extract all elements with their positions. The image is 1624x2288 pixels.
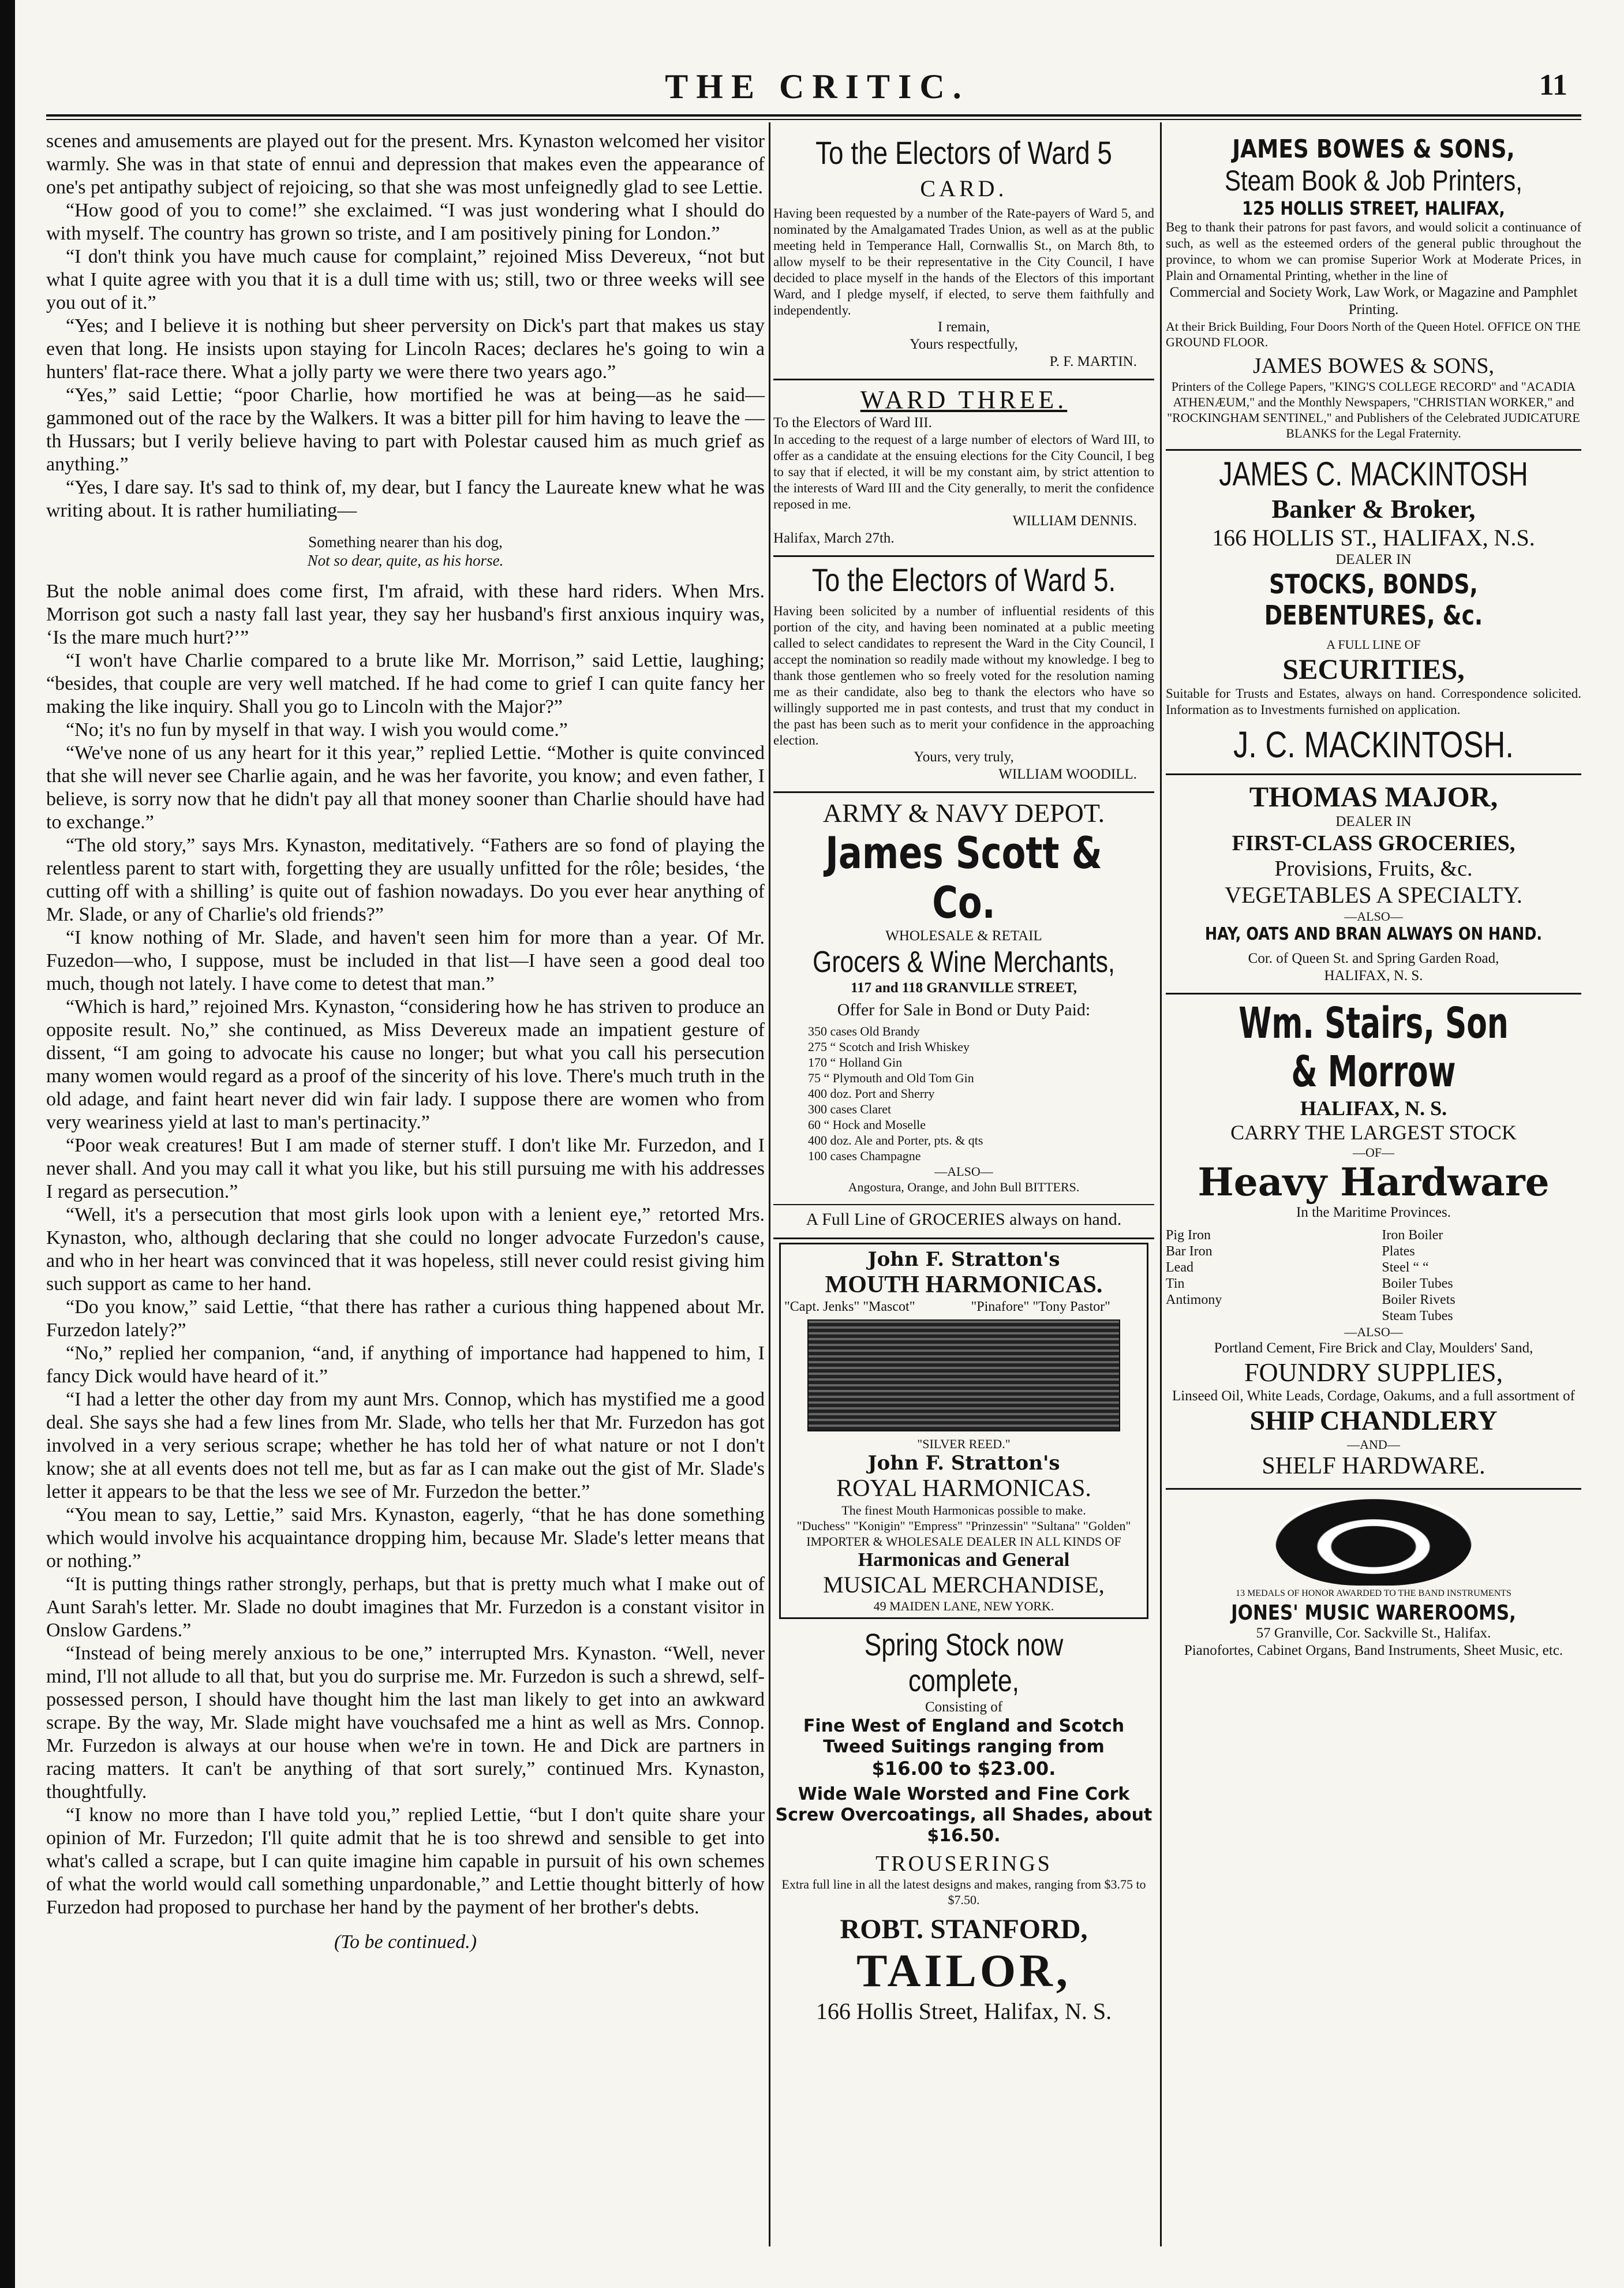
list-item: 400 doz. Port and Sherry bbox=[808, 1086, 935, 1101]
stanford-ad bbox=[773, 1622, 1154, 2033]
ad-line: STOCKS, BONDS, DEBENTURES, &c. bbox=[1264, 569, 1483, 631]
ad-line: "Duchess" "Konigin" "Empress" "Prinzessin" "Sultana" "Golden" bbox=[796, 1519, 1131, 1533]
ad-trade: Banker & Broker, bbox=[1271, 494, 1476, 524]
medal-text: 13 MEDALS OF HONOR AWARDED TO THE BAND INSTRUMENTS bbox=[1236, 1588, 1511, 1598]
ward5-card-ad bbox=[773, 130, 1154, 380]
ad-line: Fine West of England and Scotch Tweed Suitings ranging from bbox=[803, 1716, 1125, 1757]
ad-heading: WARD THREE. bbox=[860, 386, 1068, 414]
ad-address: 125 HOLLIS STREET, HALIFAX, bbox=[1242, 197, 1505, 219]
ad-trade: Grocers & Wine Merchants, bbox=[813, 945, 1115, 979]
scan-edge bbox=[0, 0, 15, 2288]
list-item: 100 cases Champagne bbox=[808, 1149, 921, 1163]
ad-line: DEALER IN bbox=[1335, 552, 1412, 567]
ad-heading: To the Electors of Ward 5 bbox=[815, 134, 1112, 171]
ad-line: Extra full line in all the latest designs and makes, ranging from $3.75 to $7.50. bbox=[781, 1877, 1146, 1907]
ad-price: $16.00 to $23.00. bbox=[871, 1758, 1056, 1779]
list-item: Steel “ “ bbox=[1382, 1260, 1429, 1275]
ad-also: —ALSO— bbox=[934, 1164, 993, 1179]
jones-ad bbox=[1166, 1490, 1581, 1668]
ad-company-name: JAMES C. MACKINTOSH bbox=[1219, 455, 1528, 493]
list-item: 400 doz. Ale and Porter, pts. & qts bbox=[808, 1133, 983, 1147]
list-item: Tin bbox=[1166, 1276, 1185, 1291]
ad-line: —AND— bbox=[1347, 1437, 1400, 1452]
story-paragraph: scenes and amusements are played out for the present. Mrs. Kynaston welcomed her visitor warmly. She was in that state of ennui and depression that makes even the appearance of one's pet antipathy subject of rejoicing, so that she was most unfeignedly glad to see Lettie. bbox=[46, 130, 765, 198]
ad-line: CARRY THE LARGEST STOCK bbox=[1230, 1121, 1517, 1144]
ad-line: SHIP CHANDLERY bbox=[1249, 1405, 1498, 1436]
story-paragraph: “I know no more than I have told you,” replied Lettie, “but I don't quite share your opinion of Mr. Furzedon; I'll quite admit that he is too shrewd and sensible to get into what's called a scrape, but I can quite imagine him capable in pursuit of his own schemes of what the world would call something unpardonable,” and Lettie thought bitterly of how Furzedon had proposed to purchase her hand by the payment of her brother's debts. bbox=[46, 1804, 765, 1918]
ad-line: SECURITIES, bbox=[1282, 653, 1465, 685]
ad-line: Commercial and Society Work, Law Work, or Magazine and Pamphlet Printing. bbox=[1169, 285, 1578, 317]
ad-company-name: JONES' MUSIC WAREROOMS, bbox=[1231, 1601, 1516, 1625]
story-paragraph: “I won't have Charlie compared to a brute like Mr. Morrison,” said Lettie, laughing; “besides, that couple are very well matched. If he had come to grief I can quite fancy her making the like inquiry. Shall you go to Lincoln with the Major?” bbox=[46, 650, 765, 717]
ad-signature: P. F. MARTIN. bbox=[1049, 354, 1137, 369]
story-paragraph: “I don't think you have much cause for complaint,” rejoined Miss Devereux, “not but what I quite agree with you that it is a dull time with us; still, two or three weeks will see you out of it.” bbox=[46, 246, 765, 313]
ad-heading: Heavy Hardware bbox=[1198, 1160, 1550, 1205]
names-left: "Capt. Jenks" "Mascot" bbox=[784, 1299, 915, 1314]
ad-body: Suitable for Trusts and Estates, always on hand. Correspondence solicited. Information as to Investments furnished on application. bbox=[1166, 686, 1581, 717]
page-title: THE CRITIC. bbox=[665, 68, 970, 106]
list-item: 170 “ Holland Gin bbox=[808, 1055, 903, 1070]
ad-signature: WILLIAM DENNIS. bbox=[1012, 513, 1137, 529]
ad-line: HAY, OATS AND BRAN ALWAYS ON HAND. bbox=[1204, 924, 1543, 944]
ad-sub: WHOLESALE & RETAIL bbox=[885, 928, 1042, 944]
story-paragraph: “Instead of being merely anxious to be one,” interrupted Mrs. Kynaston. “Well, never mind, I'll not allude to all that, but you do surprise me. Mr. Furzedon is such a shrewd, self-possessed person, I should have thought him the last man likely to get into an awkward scrape. By the way, Mr. Slade might have vouchsafed me a hint as well as Mrs. Connop. Mr. Furzedon is always at our house when we're in town. He and Dick are partners in racing matters. It can't be anything of that sort surely,” continued Mrs. Kynaston, thoughtfully. bbox=[46, 1643, 765, 1803]
story-paragraph: “No,” replied her companion, “and, if anything of importance had happened to him, I fancy Dick would have heard of it.” bbox=[46, 1343, 765, 1387]
ad-line: VEGETABLES A SPECIALTY. bbox=[1225, 882, 1522, 908]
hardware-list bbox=[1166, 1227, 1581, 1324]
names-right: "Pinafore" "Tony Pastor" bbox=[971, 1299, 1110, 1314]
ad-company-name: THOMAS MAJOR, bbox=[1249, 780, 1498, 813]
ad-closing: Yours respectfully, bbox=[910, 337, 1018, 352]
ad-line: The finest Mouth Harmonicas possible to make. bbox=[841, 1503, 1086, 1517]
ad-trade: Steam Book & Job Printers, bbox=[1225, 165, 1522, 197]
story-paragraph: But the noble animal does come first, I'm afraid, with these hard riders. When Mrs. Morrison got such a nasty fall last year, they say her husband's first anxious inquiry was, ‘Is the mare much hurt?’” bbox=[46, 581, 765, 648]
ad-address: 57 Granville, Cor. Sackville St., Halifax. bbox=[1256, 1625, 1491, 1641]
ad-line: Provisions, Fruits, &c. bbox=[1274, 857, 1473, 881]
ad-signature: J. C. MACKINTOSH. bbox=[1233, 724, 1514, 765]
ad-line: Harmonicas and General bbox=[858, 1549, 1070, 1571]
ad-line: FOUNDRY SUPPLIES, bbox=[1244, 1358, 1503, 1387]
verse-line-2: Not so dear, quite, as his horse. bbox=[307, 552, 504, 569]
list-item: Lead bbox=[1166, 1260, 1193, 1275]
liquor-list bbox=[773, 1023, 1154, 1164]
column-rule-2 bbox=[1160, 122, 1162, 2246]
ad-heading: Spring Stock now complete, bbox=[864, 1628, 1064, 1698]
ad-line: At their Brick Building, Four Doors North of the Queen Hotel. OFFICE ON THE GROUND FLOOR. bbox=[1166, 319, 1581, 349]
ad-line: HALIFAX, N. S. bbox=[1300, 1097, 1447, 1120]
major-ad bbox=[1166, 775, 1581, 995]
ad-line: A FULL LINE OF bbox=[1326, 637, 1421, 652]
ad-line: John F. Stratton's bbox=[867, 1248, 1060, 1271]
ad-line: In the Maritime Provinces. bbox=[1296, 1205, 1451, 1220]
verse-line-1: Something nearer than his dog, bbox=[308, 533, 503, 551]
ad-trade: TAILOR, bbox=[856, 1946, 1071, 1997]
story-paragraph: “Yes; and I believe it is nothing but sheer perversity on Dick's part that makes us stay even that long. He insists upon staying for Lincoln Races; declares he's going to win a hunters' flat-race there. What a jolly party we were there two years ago.” bbox=[46, 315, 765, 383]
story-paragraph: “It is putting things rather strongly, perhaps, but that is pretty much what I make out of Aunt Sarah's letter. Mr. Slade no doubt imagines that Mr. Furzedon is a constant visitor in Onslow Gardens.” bbox=[46, 1573, 765, 1641]
ad-closing: Yours, very truly, bbox=[914, 749, 1014, 765]
ad-date: Halifax, March 27th. bbox=[773, 530, 895, 546]
list-item: Bar Iron bbox=[1166, 1244, 1213, 1259]
story-paragraph: “How good of you to come!” she exclaimed. “I was just wondering what I should do with myself. The country has grown so triste, and I am positively pining for London.” bbox=[46, 200, 765, 244]
right-ads-column bbox=[1166, 130, 1581, 2242]
list-item: 350 cases Old Brandy bbox=[808, 1024, 920, 1038]
story-paragraph: “Which is hard,” rejoined Mrs. Kynaston, “considering how he has striven to produce an opposite result. No,” she continued, as Miss Devereux made an impatient gesture of dissent, “I am going to advocate his cause no longer; but what you call his persecution many women would regard as a proof of the sincerity of his love. There's much truth in the old adage, and faint heart never did win fair lady. I suppose there are women who from very weariness yield at last to man's pertinacity.” bbox=[46, 996, 765, 1133]
ward3-ad bbox=[773, 380, 1154, 557]
story-paragraph: “I had a letter the other day from my aunt Mrs. Connop, which has mystified me a good deal. She says she had a few lines from Mr. Slade, who tells her that Mr. Furzedon has got involved in a very serious scrape; whether he has told her of what nature or not I don't know; she at all events does not tell me, but as far as I can make out the gist of Mr. Slade's letter it appears to be that the less we see of Mr. Furzedon the better.” bbox=[46, 1389, 765, 1502]
ad-address: 166 Hollis Street, Halifax, N. S. bbox=[815, 1998, 1112, 2024]
ad-body: In acceding to the request of a large number of electors of Ward III, to offer as a candidate at the ensuing elections for the City Council, I beg to say that if elected, it will be my constant aim, by strict attention to the interests of Ward III and the City generally, to merit the confidence reposed in me. bbox=[773, 432, 1154, 511]
story-paragraph: “Well, it's a persecution that most girls look upon with a lenient eye,” retorted Mrs. Kynaston, who, although declaring that she could no longer advocate Furzedon's cause, and who in her heart was convinced that it was hopeless, still never could resist giving him such support as came to her hand. bbox=[46, 1204, 765, 1295]
harmonicas-ad bbox=[779, 1243, 1148, 1619]
ad-body: Beg to thank their patrons for past favors, and would solicit a continuance of such, as well as the esteemed orders of the general public throughout the province, to whom we can promise Superior Work at Moderate Prices, in Plain and Ornamental Printing, whether in the line of bbox=[1166, 220, 1581, 283]
ad-offer: Offer for Sale in Bond or Duty Paid: bbox=[837, 1000, 1091, 1019]
ad-company-name: JAMES BOWES & SONS, bbox=[1252, 354, 1495, 378]
list-item: Boiler Tubes bbox=[1382, 1276, 1453, 1291]
ad-line: HALIFAX, N. S. bbox=[1324, 968, 1423, 984]
ad-line: ROYAL HARMONICAS. bbox=[836, 1475, 1091, 1502]
ad-company-name: ROBT. STANFORD, bbox=[840, 1914, 1088, 1945]
ad-also: —ALSO— bbox=[1344, 1325, 1403, 1339]
ad-line: TROUSERINGS bbox=[875, 1852, 1052, 1876]
list-item: 75 “ Plymouth and Old Tom Gin bbox=[808, 1071, 974, 1085]
list-item: 60 “ Hock and Moselle bbox=[808, 1117, 926, 1132]
ad-closing: I remain, bbox=[937, 319, 990, 335]
header-rule bbox=[46, 114, 1581, 117]
ad-line: MUSICAL MERCHANDISE, bbox=[823, 1572, 1105, 1598]
story-paragraph: “No; it's no fun by myself in that way. I wish you would come.” bbox=[66, 719, 568, 741]
ad-line: Wide Wale Worsted and Fine Cork Screw Overcoatings, all Shades, about $16.50. bbox=[775, 1784, 1152, 1846]
ad-line: IMPORTER & WHOLESALE DEALER IN ALL KINDS OF bbox=[806, 1534, 1121, 1549]
story-paragraph: “We've none of us any heart for it this year,” replied Lettie. “Mother is quite convinced that she will never see Charlie again, and he was her favorite, you know; and even father, I believe, is sorry now that he didn't pay all that money sooner than Charlie should have had to exchange.” bbox=[46, 742, 765, 833]
ad-company-name: JAMES BOWES & SONS, bbox=[1232, 134, 1515, 164]
to-be-continued: (To be continued.) bbox=[334, 1931, 477, 1953]
ad-line: Portland Cement, Fire Brick and Clay, Moulders' Sand, bbox=[1214, 1340, 1533, 1356]
header-rule-thin bbox=[46, 119, 1581, 120]
ad-body: Having been solicited by a number of influential residents of this portion of the city, and having been nominated at a public meeting called to select candidates to represent the Ward in the City Council, I accept the nomination so readily made without my knowledge. I beg to thank those gentlemen who so freely voted for the resolution naming me as their candidate, also beg to thank the electors who have so willingly supported me in past contests, and trust that my conduct in the past has been such as to merit your confidence in the approaching election. bbox=[773, 604, 1154, 747]
ad-bitters: Angostura, Orange, and John Bull BITTERS. bbox=[848, 1180, 1080, 1194]
harmonica-illustration bbox=[807, 1319, 1120, 1431]
medal-illustration bbox=[1275, 1499, 1472, 1586]
ad-line: FIRST-CLASS GROCERIES, bbox=[1232, 831, 1516, 855]
stairs-ad bbox=[1166, 995, 1581, 1490]
list-item: Antimony bbox=[1166, 1292, 1222, 1307]
verse-quote bbox=[46, 533, 765, 570]
ad-groceries: A Full Line of GROCERIES always on hand. bbox=[773, 1204, 1154, 1229]
ad-also: —ALSO— bbox=[1344, 909, 1403, 924]
ad-body: Having been requested by a number of the Rate-payers of Ward 5, and nominated by the Amalgamated Trades Union, as well as at the public meeting held in Temperance Hall, Cornwallis St., on March 8th, to allow myself to be their representative in the City Council, I have decided to place myself in the hands of the Electors of this important Ward, and I pledge myself, if elected, to serve them faithfully and independently. bbox=[773, 206, 1154, 317]
ad-subhead: CARD. bbox=[920, 175, 1008, 201]
story-paragraph: “I know nothing of Mr. Slade, and haven't seen him for more than a year. Of Mr. Fuzedon—who, I suppose, must be included in that list—I have seen a good deal too much, though not lately. I have come to detest that man.” bbox=[46, 927, 765, 995]
story-paragraph: “Yes,” said Lettie; “poor Charlie, how mortified he was at being—as he said—gammoned out of the race by the Walkers. It was a bitter pill for him having to leave the —th Hussars; but I verily believe having to part with Polestar caused him as much grief as anything.” bbox=[46, 384, 765, 475]
ad-line: DEALER IN bbox=[1335, 814, 1412, 829]
ad-line: Pianofortes, Cabinet Organs, Band Instruments, Sheet Music, etc. bbox=[1184, 1643, 1563, 1658]
ad-line: Consisting of bbox=[925, 1699, 1003, 1715]
ward5-woodill-ad bbox=[773, 557, 1154, 793]
ad-line: "SILVER REED." bbox=[917, 1437, 1011, 1451]
list-item: 275 “ Scotch and Irish Whiskey bbox=[808, 1040, 970, 1054]
mackintosh-ad bbox=[1166, 451, 1581, 775]
page-header bbox=[55, 67, 1579, 114]
ad-salutation: To the Electors of Ward III. bbox=[773, 415, 932, 431]
story-paragraph: “Yes, I dare say. It's sad to think of, my dear, but I fancy the Laureate knew what he was writing about. It is rather humiliating— bbox=[46, 477, 765, 521]
story-paragraph: “You mean to say, Lettie,” said Mrs. Kynaston, eagerly, “that he has done something which would involve his acquaintance dropping him, because Mr. Slade's letter means that or nothing.” bbox=[46, 1504, 765, 1572]
ad-line: SHELF HARDWARE. bbox=[1262, 1453, 1485, 1479]
ad-company-name: Wm. Stairs, Son & Morrow bbox=[1238, 999, 1509, 1097]
column-rule-1 bbox=[769, 122, 770, 2246]
story-paragraph: “The old story,” says Mrs. Kynaston, meditatively. “Fathers are so fond of playing the relentless parent to start with, forgetting they are usually unfitted for the rôle; besides, ‘the cutting off with a shilling’ is quite out of fashion nowadays. Do you ever hear anything of Mr. Slade, or any of Charlie's old friends?” bbox=[46, 835, 765, 925]
ad-line: Linseed Oil, White Leads, Cordage, Oakums, and a full assortment of bbox=[1172, 1388, 1575, 1404]
ad-address: 117 and 118 GRANVILLE STREET, bbox=[850, 980, 1077, 996]
bowes-ad bbox=[1166, 130, 1581, 451]
ad-address: 166 HOLLIS ST., HALIFAX, N.S. bbox=[1212, 525, 1535, 551]
story-paragraph: “Poor weak creatures! But I am made of sterner stuff. I don't like Mr. Furzedon, and I never shall. And you may call it what you like, but his still pursuing me with his addresses I regard as persecution.” bbox=[46, 1135, 765, 1202]
ad-line: John F. Stratton's bbox=[867, 1452, 1060, 1475]
ad-line: Printers of the College Papers, "KING'S COLLEGE RECORD" and "ACADIA ATHENÆUM," and the Monthly Newspapers, "CHRISTIAN WORKER," and "ROCKINGHAM SENTINEL," and Publishers of the Celebrated JUDICATURE BLANKS for the Legal Fraternity. bbox=[1167, 379, 1580, 440]
list-item: Steam Tubes bbox=[1382, 1309, 1453, 1324]
ad-address: 49 MAIDEN LANE, NEW YORK. bbox=[873, 1599, 1054, 1613]
middle-ads-column bbox=[773, 130, 1154, 2242]
ad-line: —OF— bbox=[1352, 1145, 1395, 1160]
ad-line: MOUTH HARMONICAS. bbox=[825, 1272, 1103, 1298]
ad-company-name: James Scott & Co. bbox=[825, 827, 1102, 928]
story-column bbox=[46, 130, 765, 2242]
list-item: 300 cases Claret bbox=[808, 1102, 892, 1116]
ad-heading: ARMY & NAVY DEPOT. bbox=[822, 798, 1105, 828]
page-number: 11 bbox=[1539, 69, 1567, 102]
story-paragraph: “Do you know,” said Lettie, “that there has rather a curious thing happened about Mr. Furzedon lately?” bbox=[46, 1296, 765, 1341]
army-navy-ad bbox=[773, 793, 1154, 1239]
list-item: Iron Boiler Plates bbox=[1382, 1228, 1443, 1259]
harmonica-names bbox=[784, 1299, 1143, 1315]
ad-heading: To the Electors of Ward 5. bbox=[811, 562, 1116, 598]
ad-line: Cor. of Queen St. and Spring Garden Road, bbox=[1248, 951, 1499, 966]
list-item: Boiler Rivets bbox=[1382, 1292, 1455, 1307]
list-item: Pig Iron bbox=[1166, 1228, 1211, 1243]
ad-signature: WILLIAM WOODILL. bbox=[998, 767, 1137, 782]
